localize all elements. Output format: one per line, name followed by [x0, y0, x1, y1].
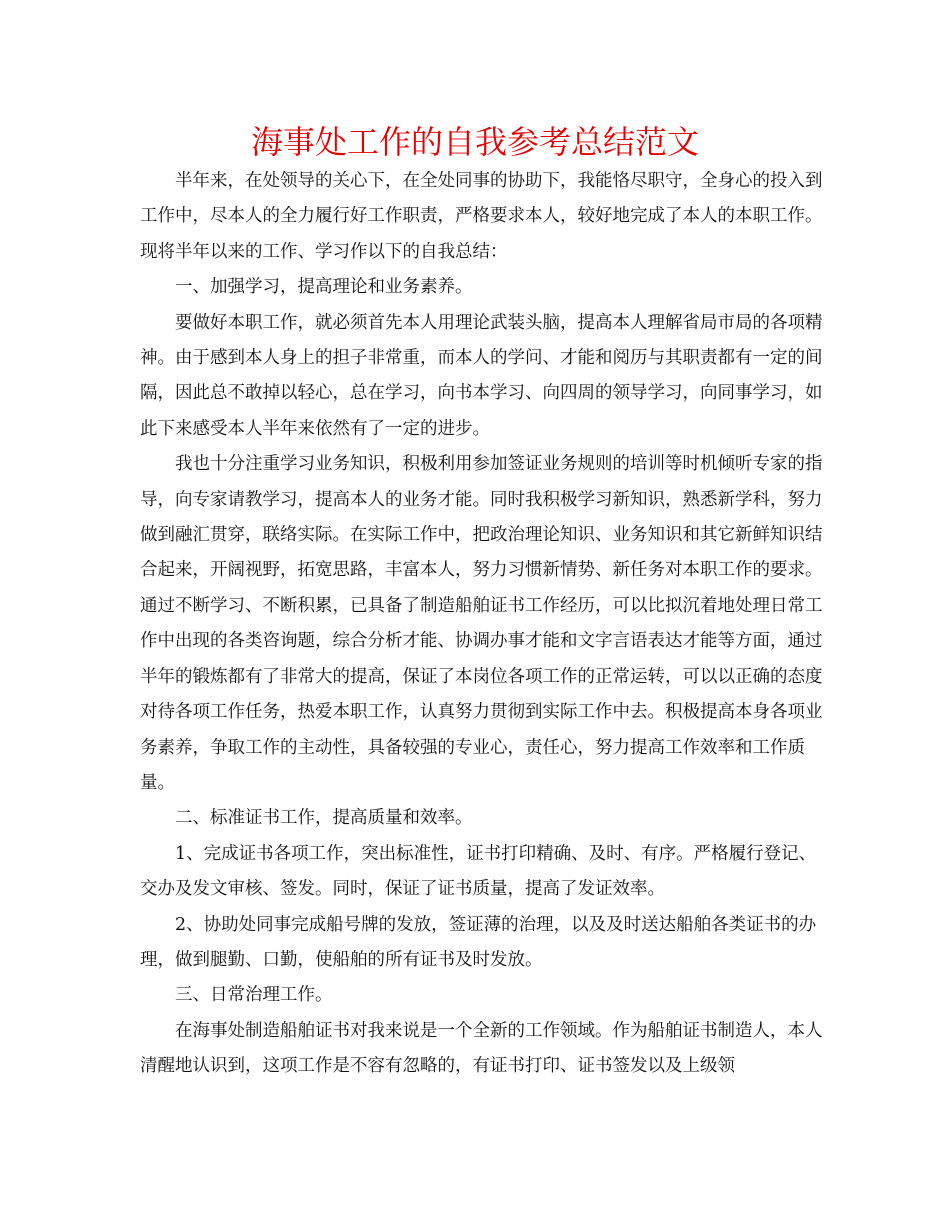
list-item-1: 1、完成证书各项工作，突出标准性，证书打印精确、及时、有序。严格履行登记、交办及发文审核、签发。同时，保证了证书质量，提高了发证效率。	[140, 843, 817, 900]
paragraph-business-knowledge: 我也十分注重学习业务知识，积极利用参加签证业务规则的培训等时机倾听专家的指导，向专家请教学习，提高本人的业务才能。同时我积极学习新知识，熟悉新学科，努力做到融汇贯穿，联络实际。在实际工作中，把政治理论知识、业务知识和其它新鲜知识结合起来，开阔视野，拓宽思路，丰富本人，努力习惯新情势、新任务对本职工作的要求。通过不断学习、不断积累，已具备了制造船舶证书工作经历，可以比拟沉着地处理日常工作中出现的各类咨询题，综合分析才能、协调办事才能和文字言语表达才能等方面，通过半年的锻炼都有了非常大的提高，保证了本岗位各项工作的正常运转，可以以正确的态度对待各项工作任务，热爱本职工作，认真努力贯彻到实际工作中去。积极提高本身各项业务素养，争取工作的主动性，具备较强的专业心，责任心，努力提高工作效率和工作质量。	[140, 454, 823, 793]
paragraph-daily-management: 在海事处制造船舶证书对我来说是一个全新的工作领域。作为船舶证书制造人，本人清醒地认识到，这项工作是不容有忽略的，有证书打印、证书签发以及上级领	[140, 1020, 823, 1077]
section-heading-3: 三、日常治理工作。	[175, 985, 333, 1006]
document-title: 海事处工作的自我参考总结范文	[250, 123, 699, 161]
section-heading-2: 二、标准证书工作，提高质量和效率。	[175, 808, 473, 829]
paragraph-intro: 半年来，在处领导的关心下，在全处同事的协助下，我能恪尽职守，全身心的投入到工作中，尽本人的全力履行好工作职责，严格要求本人，较好地完成了本人的本职工作。现将半年以来的工作、学习作以下的自我总结：	[140, 171, 823, 262]
paragraph-theory-study: 要做好本职工作，就必须首先本人用理论武装头脑，提高本人理解省局市局的各项精神。由于感到本人身上的担子非常重，而本人的学问、才能和阅历与其职责都有一定的间隔，因此总不敢掉以轻心，总在学习，向书本学习、向四周的领导学习，向同事学习，如此下来感受本人半年来依然有了一定的进步。	[140, 312, 823, 439]
list-item-2: 2、协助处同事完成船号牌的发放，签证薄的治理，以及及时送达船舶各类证书的办理，做到腿勤、口勤，使船舶的所有证书及时发放。	[140, 914, 817, 970]
section-heading-1: 一、加强学习，提高理论和业务素养。	[175, 277, 473, 298]
document-body	[140, 164, 828, 1085]
